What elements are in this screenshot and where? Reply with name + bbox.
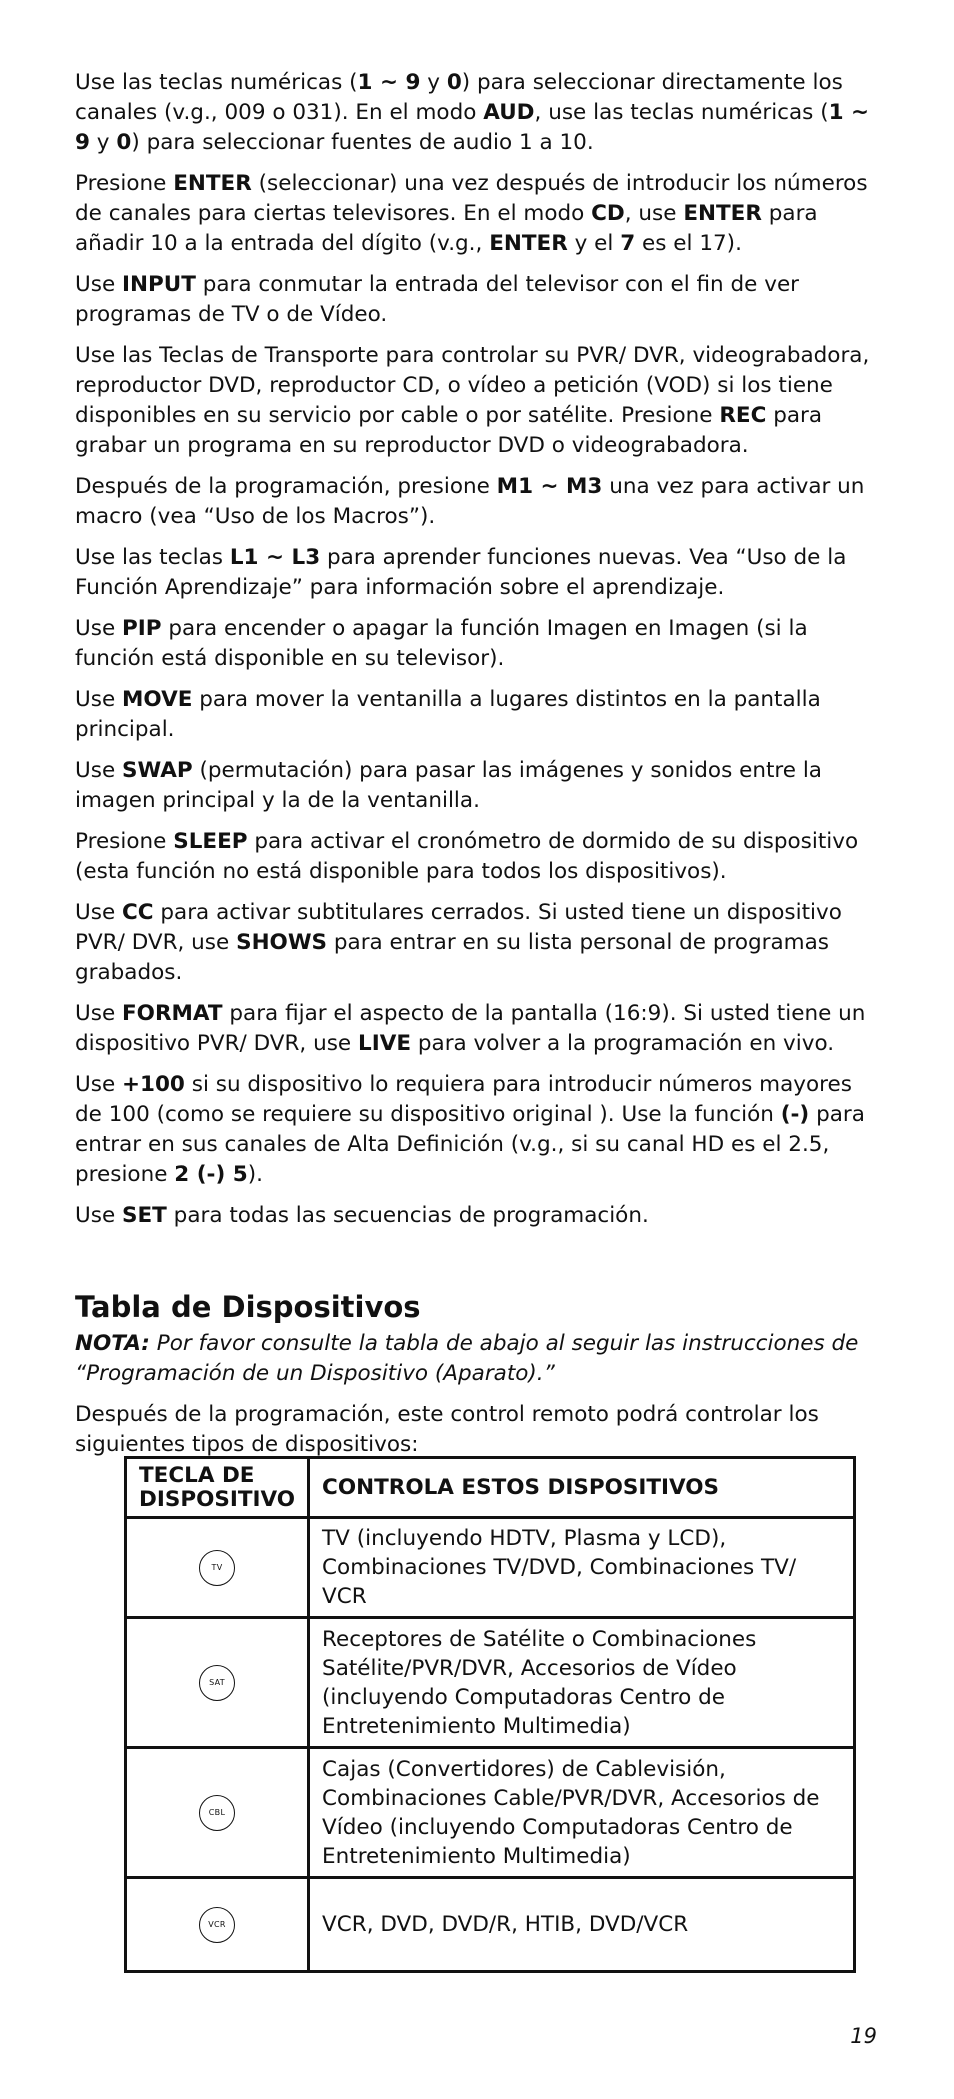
device-key-cell xyxy=(126,1618,309,1748)
key-name: ENTER xyxy=(173,171,252,196)
header-devices: CONTROLA ESTOS DISPOSITIVOS xyxy=(309,1458,855,1518)
key-name: CC xyxy=(122,900,154,925)
key-name: 1 ~ 9 xyxy=(357,70,421,95)
instruction-paragraph xyxy=(75,341,885,461)
key-name: SET xyxy=(122,1203,167,1228)
key-name: ENTER xyxy=(683,201,762,226)
paragraph-text: ). xyxy=(247,1162,263,1187)
instruction-paragraph xyxy=(75,999,885,1059)
devices-cell: TV (incluyendo HDTV, Plasma y LCD), Combinaciones TV/DVD, Combinaciones TV/ VCR xyxy=(309,1518,855,1618)
paragraph-text: Use xyxy=(75,1072,122,1097)
instruction-paragraph xyxy=(75,898,885,988)
key-name: SWAP xyxy=(122,758,193,783)
paragraph-text: Use xyxy=(75,616,122,641)
devices-cell: Cajas (Convertidores) de Cablevisión, Combinaciones Cable/PVR/DVR, Accesorios de Vídeo (incluyendo Computadoras Centro de Entretenimiento Multimedia) xyxy=(309,1748,855,1878)
instruction-paragraph xyxy=(75,1070,885,1190)
key-name: REC xyxy=(719,403,767,428)
key-name: 0 xyxy=(116,130,132,155)
paragraph-text: Use xyxy=(75,1203,122,1228)
instruction-paragraph xyxy=(75,685,885,745)
key-name: INPUT xyxy=(122,272,196,297)
paragraph-text: Presione xyxy=(75,829,174,854)
paragraph-text: para fijar el aspecto de la pantalla (16:9). Si usted tiene un dispositivo PVR/ DVR, use xyxy=(75,1001,866,1056)
instruction-paragraph xyxy=(75,270,885,330)
paragraph-text: para activar subtitulares cerrados. Si usted tiene un dispositivo PVR/ DVR, use xyxy=(75,900,842,955)
paragraph-text: , use las teclas numéricas ( xyxy=(534,100,829,125)
key-name: 0 xyxy=(446,70,462,95)
key-name: SHOWS xyxy=(236,930,328,955)
key-name: +100 xyxy=(122,1072,185,1097)
paragraph-text: (seleccionar) una vez después de introducir los números de canales para ciertas televisores. En el modo xyxy=(75,171,868,226)
instruction-paragraph xyxy=(75,827,885,887)
paragraph-text: Después de la programación, presione xyxy=(75,474,497,499)
paragraph-text: Use xyxy=(75,758,122,783)
note-label: NOTA: xyxy=(75,1331,150,1356)
paragraph-text: , use xyxy=(624,201,684,226)
key-name: MOVE xyxy=(122,687,193,712)
key-name: 2 (-) 5 xyxy=(174,1162,248,1187)
table-body xyxy=(126,1518,855,1972)
paragraph-text: para activar el cronómetro de dormido de su dispositivo (esta función no está disponible para todos los dispositivos). xyxy=(75,829,859,884)
table-row xyxy=(126,1618,855,1748)
instruction-paragraph xyxy=(75,543,885,603)
paragraph-text: para mover la ventanilla a lugares distintos en la pantalla principal. xyxy=(75,687,821,742)
paragraph-text: Presione xyxy=(75,171,174,196)
paragraph-text: Use xyxy=(75,1001,122,1026)
section-title: Tabla de Dispositivos xyxy=(75,1290,421,1324)
paragraph-text: Use xyxy=(75,272,122,297)
cbl-key-icon: CBL xyxy=(199,1795,235,1831)
key-name: AUD xyxy=(483,100,535,125)
key-name: L1 ~ L3 xyxy=(229,545,321,570)
instruction-paragraph xyxy=(75,614,885,674)
header-key: TECLA DE DISPOSITIVO xyxy=(126,1458,309,1518)
paragraph-text: y xyxy=(89,130,117,155)
key-name: CD xyxy=(591,201,625,226)
page-number: 19 xyxy=(850,2024,877,2048)
page-content xyxy=(75,68,885,1471)
paragraph-text: Use las teclas numéricas ( xyxy=(75,70,358,95)
paragraph-text: Use xyxy=(75,687,122,712)
section-intro: Después de la programación, este control remoto podrá controlar los siguientes tipos de dispositivos: xyxy=(75,1402,819,1457)
paragraph-text: para volver a la programación en vivo. xyxy=(411,1031,835,1056)
paragraph-text: y xyxy=(420,70,447,95)
paragraph-text: ) para seleccionar fuentes de audio 1 a 10. xyxy=(131,130,594,155)
device-key-cell xyxy=(126,1878,309,1972)
paragraph-text: y el xyxy=(567,231,621,256)
paragraph-text: Use las teclas xyxy=(75,545,230,570)
key-name: SLEEP xyxy=(173,829,248,854)
paragraph-text: para todas las secuencias de programación. xyxy=(166,1203,649,1228)
paragraph-text: Use xyxy=(75,900,122,925)
table-row xyxy=(126,1748,855,1878)
paragraph-text: para entrar en su lista personal de programas grabados. xyxy=(75,930,830,985)
paragraph-text: si su dispositivo lo requiera para introducir números mayores de 100 (como se requiere su dispositivo original ). Use la función xyxy=(75,1072,852,1127)
device-table xyxy=(124,1456,856,1973)
table-row xyxy=(126,1518,855,1618)
paragraph-text: es el 17). xyxy=(635,231,742,256)
device-key-cell xyxy=(126,1748,309,1878)
paragraph-text: una vez para activar un macro (vea “Uso de los Macros”). xyxy=(75,474,865,529)
key-name: PIP xyxy=(122,616,162,641)
instruction-paragraph xyxy=(75,472,885,532)
table-header-row xyxy=(126,1458,855,1518)
paragraph-text: para grabar un programa en su reproductor DVD o videograbadora. xyxy=(75,403,823,458)
instruction-paragraph xyxy=(75,169,885,259)
key-name: (-) xyxy=(780,1102,810,1127)
devices-cell: VCR, DVD, DVD/R, HTIB, DVD/VCR xyxy=(309,1878,855,1972)
key-name: ENTER xyxy=(489,231,568,256)
table-row xyxy=(126,1878,855,1972)
note xyxy=(75,1329,885,1389)
instruction-paragraph xyxy=(75,1201,885,1231)
key-name: M1 ~ M3 xyxy=(496,474,603,499)
paragraph-text: para conmutar la entrada del televisor con el fin de ver programas de TV o de Vídeo. xyxy=(75,272,800,327)
key-name: 1 ~ 9 xyxy=(75,100,870,155)
key-name: 7 xyxy=(620,231,636,256)
paragraph-text: (permutación) para pasar las imágenes y sonidos entre la imagen principal y la de la ventanilla. xyxy=(75,758,822,813)
device-key-cell xyxy=(126,1518,309,1618)
sat-key-icon: SAT xyxy=(199,1665,235,1701)
paragraph-text: Use las Teclas de Transporte para controlar su PVR/ DVR, videograbadora, reproductor DVD, reproductor CD, o vídeo a petición (VOD) si los tiene disponibles en su servicio por cable o por satélite. Presione xyxy=(75,343,870,428)
note-text: Por favor consulte la tabla de abajo al seguir las instrucciones de “Programación de un Dispositivo (Aparato).” xyxy=(75,1331,859,1386)
instruction-paragraph xyxy=(75,68,885,158)
paragraph-text: ) para seleccionar directamente los canales (v.g., 009 o 031). En el modo xyxy=(75,70,843,125)
paragraph-text: para aprender funciones nuevas. Vea “Uso de la Función Aprendizaje” para información sobre el aprendizaje. xyxy=(75,545,847,600)
tv-key-icon: TV xyxy=(199,1550,235,1586)
paragraph-text: para encender o apagar la función Imagen en Imagen (si la función está disponible en su televisor). xyxy=(75,616,808,671)
key-name: FORMAT xyxy=(122,1001,223,1026)
devices-cell: Receptores de Satélite o Combinaciones Satélite/PVR/DVR, Accesorios de Vídeo (incluyendo Computadoras Centro de Entretenimiento Multimedia) xyxy=(309,1618,855,1748)
vcr-key-icon: VCR xyxy=(199,1907,235,1943)
instructions-list xyxy=(75,68,885,1231)
paragraph-text: para añadir 10 a la entrada del dígito (v.g., xyxy=(75,201,818,256)
instruction-paragraph xyxy=(75,756,885,816)
key-name: LIVE xyxy=(358,1031,412,1056)
paragraph-text: para entrar en sus canales de Alta Definición (v.g., si su canal HD es el 2.5, presione xyxy=(75,1102,865,1187)
